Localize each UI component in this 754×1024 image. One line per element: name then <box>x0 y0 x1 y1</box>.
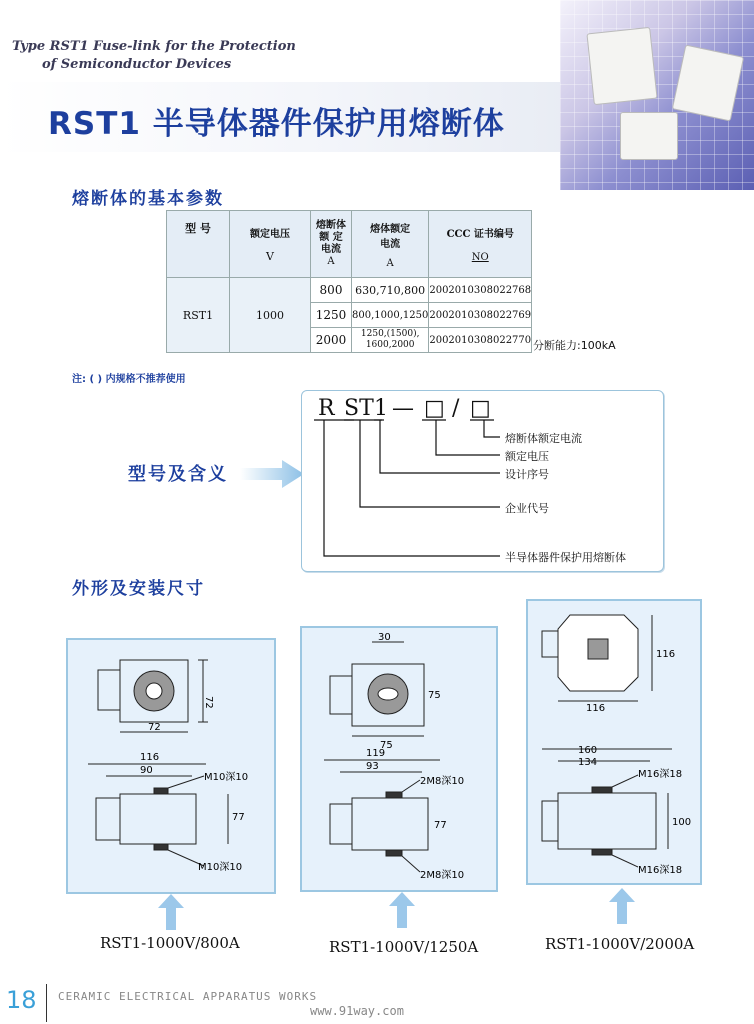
code-slash: / <box>452 396 460 421</box>
drawing-panel-2000a <box>526 599 702 885</box>
caption-2000a: RST1-1000V/2000A <box>545 935 695 953</box>
right-arrow-icon <box>240 460 304 488</box>
up-arrow-icon <box>158 894 184 930</box>
dim-top-h-1250: 75 <box>428 690 441 701</box>
drawing-panel-1250a <box>300 626 498 892</box>
thread-top-1250: 2M8深10 <box>420 776 465 787</box>
dim-top-h-800: 72 <box>203 696 214 709</box>
cell-ccc-2000: 2002010308022770 <box>429 328 532 353</box>
th-rated-current: 熔断体 额 定 电流 A <box>311 211 352 278</box>
dim-side-h-2000: 100 <box>672 817 692 828</box>
dims-heading: 外形及安装尺寸 <box>72 579 205 599</box>
dim-side-total-800: 116 <box>140 752 160 763</box>
up-arrow-icon <box>609 888 635 924</box>
thread-bottom-1250: 2M8深10 <box>420 870 465 881</box>
breaking-capacity: 分断能力:100kA <box>533 339 616 352</box>
page-number: 18 <box>6 986 37 1014</box>
thread-top-800: M10深10 <box>204 772 249 783</box>
cell-ccc-800: 2002010308022768 <box>429 278 532 303</box>
dim-side-total-2000: 160 <box>578 745 598 756</box>
product-photo <box>560 0 754 190</box>
legend-company-code: 企业代号 <box>505 502 549 515</box>
dim-side-inner-1250: 93 <box>366 761 379 772</box>
thread-top-2000: M16深18 <box>638 769 683 780</box>
th-voltage: 额定电压 V <box>230 211 311 278</box>
thread-bottom-800: M10深10 <box>198 862 243 873</box>
th-melt-current: 熔体额定 电流 A <box>352 211 429 278</box>
subtitle-line-2: of Semiconductor Devices <box>42 57 232 72</box>
drawing-2000a <box>528 601 700 883</box>
drawing-panel-800a <box>66 638 276 894</box>
dim-side-total-1250: 119 <box>366 748 386 759</box>
cell-rated-2000: 2000 <box>311 328 352 353</box>
up-arrow-icon <box>389 892 415 928</box>
dim-side-h-1250: 77 <box>434 820 447 831</box>
footer-divider <box>46 984 47 1022</box>
legend-design-no: 设计序号 <box>505 468 549 481</box>
caption-800a: RST1-1000V/800A <box>100 934 240 952</box>
cell-melt-800: 630,710,800 <box>352 278 429 303</box>
thread-bottom-2000: M16深18 <box>638 865 683 876</box>
dim-top-w-800: 72 <box>148 722 161 733</box>
params-table <box>166 210 532 353</box>
caption-1250a: RST1-1000V/1250A <box>329 938 479 956</box>
model-leader-lines <box>300 390 662 570</box>
model-meaning-label: 型号及含义 <box>128 464 228 485</box>
code-dash: — <box>392 396 414 421</box>
subtitle-line-1: Type RST1 Fuse-link for the Protection <box>12 39 296 54</box>
legend-rated-current: 熔断体额定电流 <box>505 432 582 445</box>
dim-side-inner-2000: 134 <box>578 757 598 768</box>
code-st: ST <box>344 396 374 421</box>
dim-side-h-800: 77 <box>232 812 245 823</box>
drawing-1250a <box>302 628 496 890</box>
th-type: 型 号 <box>167 211 230 278</box>
code-box-current: □ <box>470 396 491 421</box>
dim-top-h-2000: 116 <box>656 649 676 660</box>
th-ccc: CCC 证书编号 NO <box>429 211 532 278</box>
dim-top-w-2000: 116 <box>586 703 606 714</box>
code-1: 1 <box>374 396 388 421</box>
dim-side-inner-800: 90 <box>140 765 153 776</box>
code-r: R <box>318 396 335 421</box>
cell-model: RST1 <box>167 278 230 353</box>
cell-ccc-1250: 2002010308022769 <box>429 303 532 328</box>
cell-melt-2000: 1250,(1500), 1600,2000 <box>352 328 429 353</box>
legend-product: 半导体器件保护用熔断体 <box>505 551 626 564</box>
cell-rated-1250: 1250 <box>311 303 352 328</box>
legend-rated-voltage: 额定电压 <box>505 450 549 463</box>
cell-rated-800: 800 <box>311 278 352 303</box>
drawing-800a <box>68 640 274 892</box>
english-subtitle <box>12 38 296 74</box>
cell-voltage: 1000 <box>230 278 311 353</box>
code-box-voltage: □ <box>424 396 445 421</box>
footer-watermark: www.91way.com <box>310 1004 404 1018</box>
page-title: RST1 半导体器件保护用熔断体 <box>48 106 505 142</box>
table-note: 注: ( ) 内规格不推荐使用 <box>72 374 186 385</box>
cell-melt-1250: 800,1000,1250 <box>352 303 429 328</box>
dim-top-w-1250: 75 <box>380 740 393 751</box>
dim-top-top-1250: 30 <box>378 632 391 643</box>
params-heading: 熔断体的基本参数 <box>72 189 224 209</box>
footer-company: CERAMIC ELECTRICAL APPARATUS WORKS <box>58 990 318 1003</box>
